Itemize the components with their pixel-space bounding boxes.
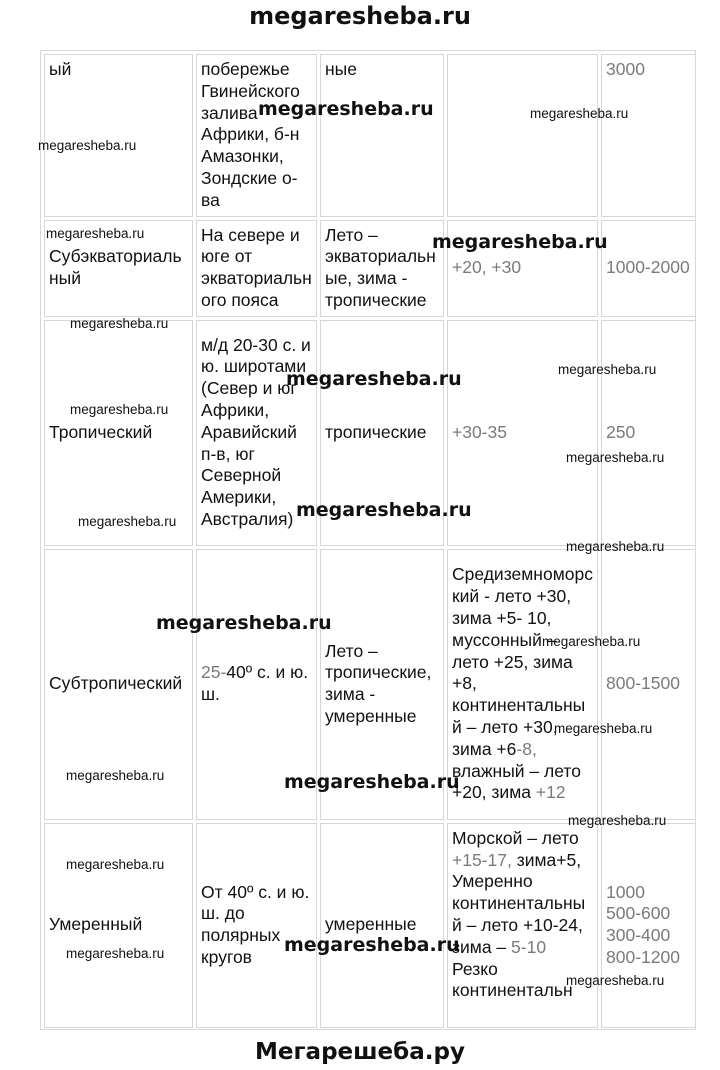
watermark: megaresheba.ru <box>78 514 177 529</box>
watermark: megaresheba.ru <box>258 98 434 120</box>
location-cell: От 40º с. и ю. ш. до полярных кругов <box>196 823 317 1028</box>
watermark: megaresheba.ru <box>38 138 137 153</box>
precipitation-value: 300-400 <box>606 925 671 946</box>
watermark: megaresheba.ru <box>70 316 169 331</box>
watermark: megaresheba.ru <box>66 857 165 872</box>
watermark: megaresheba.ru <box>566 539 665 554</box>
watermark: megaresheba.ru <box>66 946 165 961</box>
precipitation-value: 500-600 <box>606 903 671 924</box>
zone-cell: Субэкваториальный <box>44 220 193 317</box>
watermark: megaresheba.ru <box>568 813 667 828</box>
watermark: megaresheba.ru <box>296 499 472 521</box>
precipitation-cell: 3000 <box>601 54 696 217</box>
temperature-text-gray: +12 <box>535 782 566 803</box>
zone-cell: Умеренный <box>44 823 193 1028</box>
zone-cell: Тропический <box>44 320 193 546</box>
location-cell: побережье Гвинейского залива Африки, б-н Амазонки, Зондские о-ва <box>196 54 317 217</box>
watermark: megaresheba.ru <box>70 402 169 417</box>
temperature-cell: +30-35 <box>447 320 598 546</box>
temperature-cell <box>447 549 598 820</box>
temperature-text-gray: +15-17, <box>452 849 512 870</box>
watermark: megaresheba.ru <box>432 231 608 253</box>
watermark: megaresheba.ru <box>530 106 629 121</box>
watermark: megaresheba.ru <box>284 934 460 956</box>
temperature-text-gray: -8, <box>516 738 537 759</box>
air-masses-cell: тропические <box>320 320 444 546</box>
temperature-text: Морской – лето <box>452 827 579 848</box>
precipitation-value: 800-1200 <box>606 947 680 968</box>
temperature-text: зима+5, Умеренно континентальный – лето +10-24, зима – <box>452 849 586 957</box>
temperature-cell: +20, +30 <box>447 220 598 317</box>
watermark: megaresheba.ru <box>542 634 641 649</box>
watermark: megaresheba.ru <box>286 368 462 390</box>
watermark: megaresheba.ru <box>566 973 665 988</box>
table-row <box>44 549 696 820</box>
precipitation-cell: 250 <box>601 320 696 546</box>
temperature-text: 10, муссонный – лето +25, зима +8, континентальный – лето +30, зима +6 <box>452 607 586 759</box>
precipitation-cell: 800-1500 <box>601 549 696 820</box>
air-masses-cell: Лето – тропические, зима - умеренные <box>320 549 444 820</box>
table-row <box>44 220 696 317</box>
air-masses-cell: ные <box>320 54 444 217</box>
zone-cell: Субтропический <box>44 549 193 820</box>
precipitation-cell: 1000-2000 <box>601 220 696 317</box>
site-header: megaresheba.ru <box>249 2 471 30</box>
temperature-text: Резко континентальн <box>452 958 573 1001</box>
temperature-cell <box>447 54 598 217</box>
table-row <box>44 823 696 1028</box>
climate-table-grid <box>41 51 696 1030</box>
air-masses-cell: Лето – экваториальные, зима - тропические <box>320 220 444 317</box>
location-cell: На севере и юге от экваториального пояса <box>196 220 317 317</box>
watermark: megaresheba.ru <box>566 450 665 465</box>
location-range-end: 40º с. и ю. ш. <box>201 662 309 705</box>
table-row <box>44 54 696 217</box>
table-row <box>44 320 696 546</box>
watermark: megaresheba.ru <box>558 362 657 377</box>
climate-table <box>40 50 696 1030</box>
temperature-cell <box>447 823 598 1028</box>
watermark: megaresheba.ru <box>156 612 332 634</box>
zone-cell: ый <box>44 54 193 217</box>
precipitation-value: 1000 <box>606 881 645 902</box>
location-cell <box>196 549 317 820</box>
location-range-start: 25- <box>201 662 227 683</box>
precipitation-cell <box>601 823 696 1028</box>
watermark: megaresheba.ru <box>554 721 653 736</box>
air-masses-cell: умеренные <box>320 823 444 1028</box>
watermark: megaresheba.ru <box>284 771 460 793</box>
site-footer: Мегарешеба.ру <box>255 1039 465 1065</box>
temperature-text: Средиземноморский - лето +30, зима +5- <box>452 564 593 628</box>
location-cell: м/д 20-30 с. и ю. широтами (Север и юг Африки, Аравийский п-в, юг Северной Америки, Австралия) <box>196 320 317 546</box>
watermark: megaresheba.ru <box>46 226 145 241</box>
temperature-text-gray: 5-10 <box>511 936 547 957</box>
watermark: megaresheba.ru <box>66 768 165 783</box>
temperature-text: влажный – лето +20, зима <box>452 760 581 803</box>
